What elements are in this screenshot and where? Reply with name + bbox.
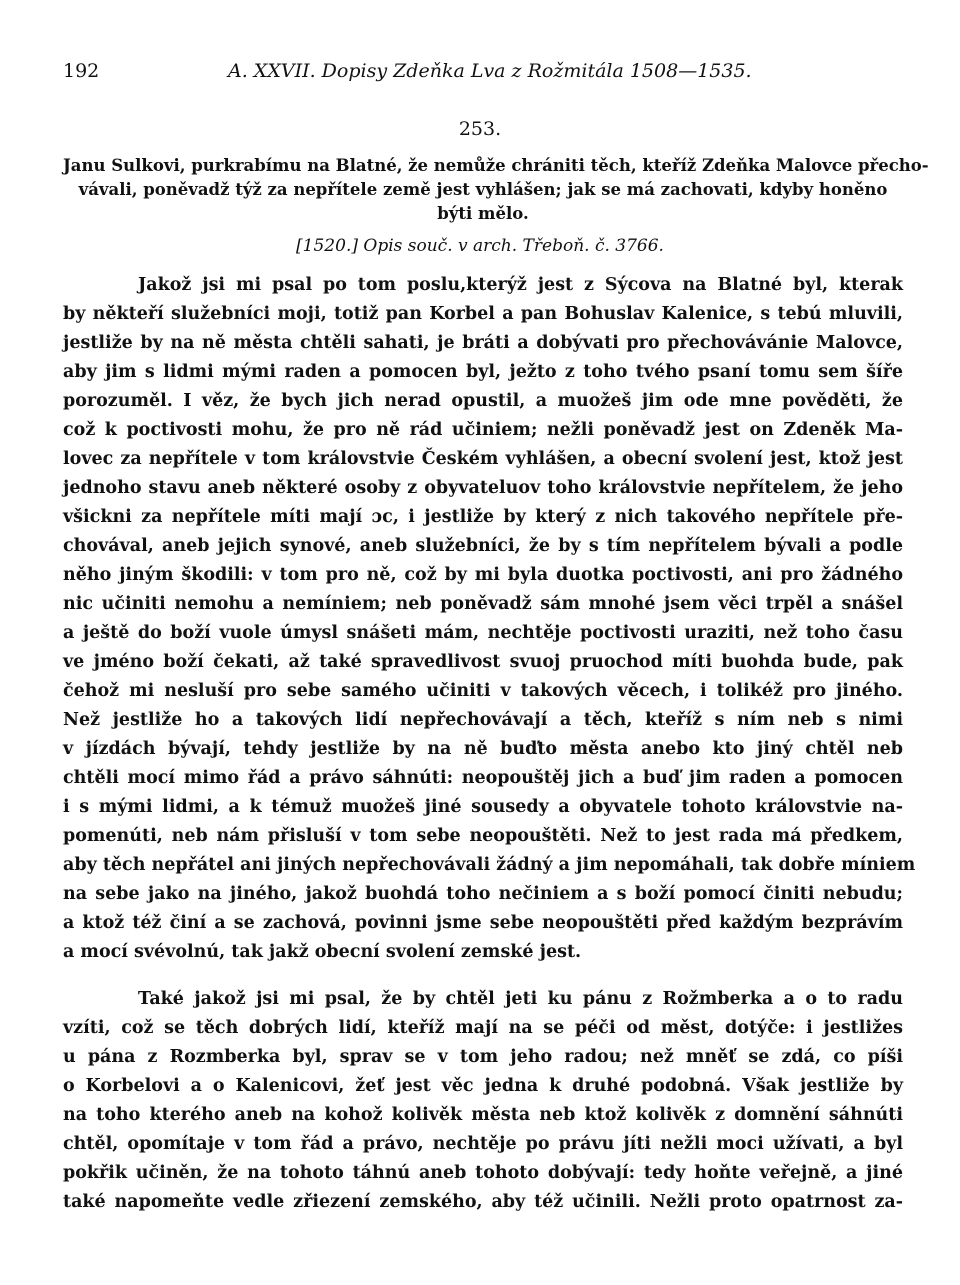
text-line: nic učiniti nemohu a nemíniem; neb poněvadž sám mnohé jsem věci trpěl a snášel	[63, 594, 903, 614]
summary-line: býti mělo.	[437, 204, 529, 223]
text-line: také napomeňte vedle zřiezení zemského, aby též učinili. Nežli proto opatrnost za-	[63, 1192, 903, 1212]
text-line: aby jim s lidmi mými raden a pomocen byl, ježto z toho tvého psaní tomu sem šíře	[63, 362, 903, 382]
summary-line: Janu Sulkovi, purkrabímu na Blatné, že nemůže chrániti těch, kteříž Zdeňka Malovce přecho-	[63, 156, 929, 175]
text-line: Také jakož jsi mi psal, že by chtěl jeti ku pánu z Rožmberka a o to radu	[138, 989, 903, 1009]
text-line: pomenúti, neb nám přisluší v tom sebe neopouštěti. Než to jest rada má předkem,	[63, 826, 903, 846]
text-line: v jízdách bývají, tehdy jestliže by na ně buďto města anebo kto jiný chtěl neb	[63, 739, 903, 759]
text-line: na sebe jako na jiného, jakož buohdá toho nečiniem a s boží pomocí činiti nebudu;	[63, 884, 903, 904]
text-line: všickni za nepřítele míti mají ɔc, i jestliže by který z nich takového nepřítele pře-	[63, 507, 903, 527]
text-line: a mocí svévolnú, tak jakž obecní svolení zemské jest.	[63, 942, 582, 962]
text-line: a ještě do boží vuole úmysl snášeti mám, nechtěje poctivosti uraziti, než toho času	[63, 623, 903, 643]
text-line: jestliže by na ně města chtěli sahati, je bráti a dobývati pro přechovávánie Malovce,	[63, 333, 903, 353]
text-line: což k poctivosti mohu, že pro ně rád učiniem; nežli poněvadž jest on Zdeněk Ma-	[63, 420, 903, 440]
text-line: něho jiným škodili: v tom pro ně, což by mi byla duotka poctivosti, ani pro žádného	[63, 565, 903, 585]
text-line: jednoho stavu aneb některé osoby z obyvateluov toho královstvie nepřítelem, že jeho	[63, 478, 903, 498]
text-line: by někteří služebníci moji, totiž pan Korbel a pan Bohuslav Kalenice, s tebú mluvili,	[63, 304, 903, 324]
text-line: chovával, aneb jejich synové, aneb služebníci, že by s tím nepřítelem bývali a podle	[63, 536, 903, 556]
text-line: a ktož též činí a se zachová, povinni jsme sebe neopouštěti před každým bezprávím	[63, 913, 903, 933]
running-head	[63, 60, 903, 90]
text-line: vzíti, což se těch dobrých lidí, kteříž mají na se péči od měst, dotýče: i jestližes	[63, 1018, 903, 1038]
text-line: aby těch nepřátel ani jiných nepřechovávali žádný a jim nepomáhali, tak dobře míniem	[63, 855, 916, 875]
page-number: 192	[63, 60, 100, 82]
summary-line: vávali, poněvadž týž za nepřítele země jest vyhlášen; jak se má zachovati, kdyby honěno	[78, 180, 888, 199]
text-line: na toho kterého aneb na kohož kolivěk města neb ktož kolivěk z domnění sáhnúti	[63, 1105, 903, 1125]
running-title: A. XXVII. Dopisy Zdeňka Lva z Rožmitála 1508—1535.	[228, 60, 752, 82]
source-note: [1520.] Opis souč. v arch. Třeboň. č. 3766.	[296, 236, 664, 256]
text-line: Než jestliže ho a takových lidí nepřechovávají a těch, kteříž s ním neb s nimi	[63, 710, 903, 730]
text-line: čehož mi nesluší pro sebe samého učiniti v takových věcech, i tolikéž pro jiného.	[63, 681, 903, 701]
document-number: 253.	[458, 118, 502, 140]
text-line: Jakož jsi mi psal po tom poslu,kterýž jest z Sýcova na Blatné byl, kterak	[138, 275, 903, 295]
text-line: lovec za nepřítele v tom královstvie Českém vyhlášen, a obecní svolení jest, ktož jest	[63, 449, 903, 469]
text-line: pokřik učiněn, že na tohoto táhnú aneb tohoto dobývají: tedy hoňte veřejně, a jiné	[63, 1163, 903, 1183]
text-line: ve jméno boží čekati, až také spravedlivost svuoj pruochod míti buohda bude, pak	[63, 652, 903, 672]
text-line: o Korbelovi a o Kalenicovi, žeť jest věc jedna k druhé podobná. Však jestliže by	[63, 1076, 903, 1096]
text-line: u pána z Rozmberka byl, sprav se v tom jeho radou; než mněť se zdá, co píši	[63, 1047, 903, 1067]
text-line: chtěl, opomítaje v tom řád a právo, nechtěje po právu jíti nežli moci užívati, a byl	[63, 1134, 903, 1154]
text-line: i s mými lidmi, a k témuž muožeš jiné sousedy a obyvatele tohoto královstvie na-	[63, 797, 903, 817]
text-line: porozuměl. I věz, že bych jich nerad opustil, a muožeš jim ode mne pověděti, že	[63, 391, 903, 411]
text-line: chtěli mocí mimo řád a právo sáhnúti: neopouštěj jich a buď jim raden a pomocen	[63, 768, 903, 788]
